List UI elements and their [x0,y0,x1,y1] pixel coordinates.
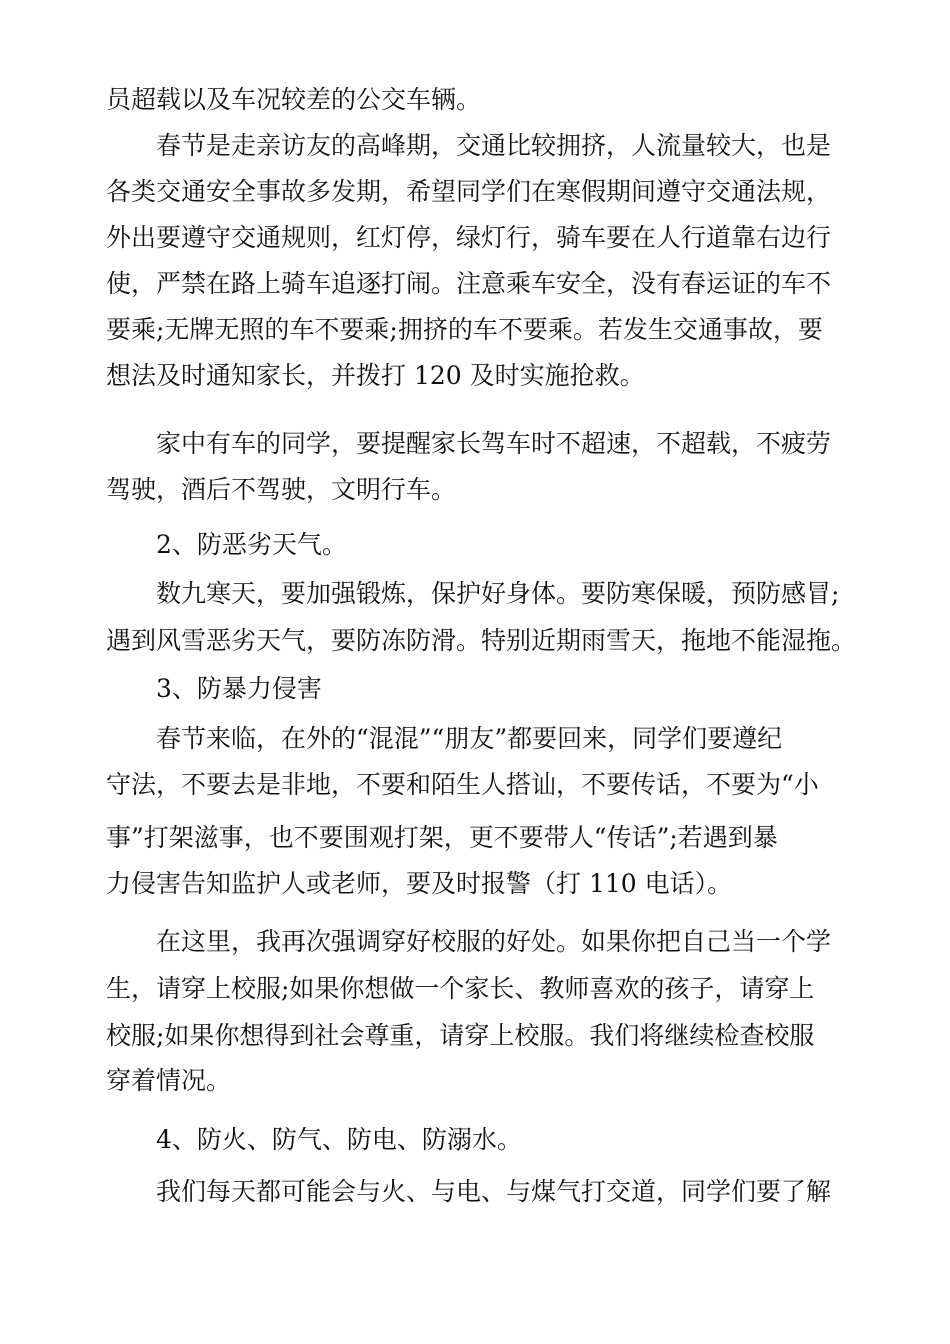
paragraph-first-line: 在这里，我再次强调穿好校服的好处。如果你把自己当一个学 [156,927,832,956]
text-line: 想法及时通知家长，并拨打 120 及时实施抢救。 [106,361,645,390]
text-line: 要乘;无牌无照的车不要乘;拥挤的车不要乘。若发生交通事故，要 [106,315,823,344]
paragraph-first-line: 春节来临，在外的“混混”“朋友”都要回来，同学们要遵纪 [156,724,783,753]
paragraph-first-line: 家中有车的同学，要提醒家长驾车时不超速，不超载，不疲劳 [156,429,832,458]
text-line: 外出要遵守交通规则，红灯停，绿灯行，骑车要在人行道靠右边行 [106,223,832,252]
text-line: 员超载以及车况较差的公交车辆。 [106,85,482,114]
text-line: 各类交通安全事故多发期，希望同学们在寒假期间遵守交通法规， [106,177,832,206]
paragraph-first-line: 数九寒天，要加强锻炼，保护好身体。要防寒保暖，预防感冒; [156,579,840,608]
text-line: 驾驶，酒后不驾驶，文明行车。 [106,475,457,504]
text-line: 穿着情况。 [106,1066,232,1095]
text-line: 守法，不要去是非地，不要和陌生人搭讪，不要传话，不要为“小 [106,770,819,799]
paragraph-first-line: 春节是走亲访友的高峰期，交通比较拥挤，人流量较大，也是 [156,131,832,160]
text-line: 力侵害告知监护人或老师，要及时报警（打 110 电话）。 [106,869,733,898]
section-heading: 3、防暴力侵害 [156,674,322,703]
text-line: 事”打架滋事，也不要围观打架，更不要带人“传话”;若遇到暴 [106,823,778,852]
text-line: 遇到风雪恶劣天气，要防冻防滑。特别近期雨雪天，拖地不能湿拖。 [106,626,857,655]
section-heading: 4、防火、防气、防电、防溺水。 [156,1125,522,1154]
paragraph-first-line: 我们每天都可能会与火、与电、与煤气打交道，同学们要了解 [156,1177,832,1206]
section-heading: 2、防恶劣天气。 [156,530,347,559]
text-line: 校服;如果你想得到社会尊重，请穿上校服。我们将继续检查校服 [106,1021,815,1050]
text-line: 使，严禁在路上骑车追逐打闹。注意乘车安全，没有春运证的车不 [106,269,832,298]
text-line: 生，请穿上校服;如果你想做一个家长、教师喜欢的孩子，请穿上 [106,974,815,1003]
